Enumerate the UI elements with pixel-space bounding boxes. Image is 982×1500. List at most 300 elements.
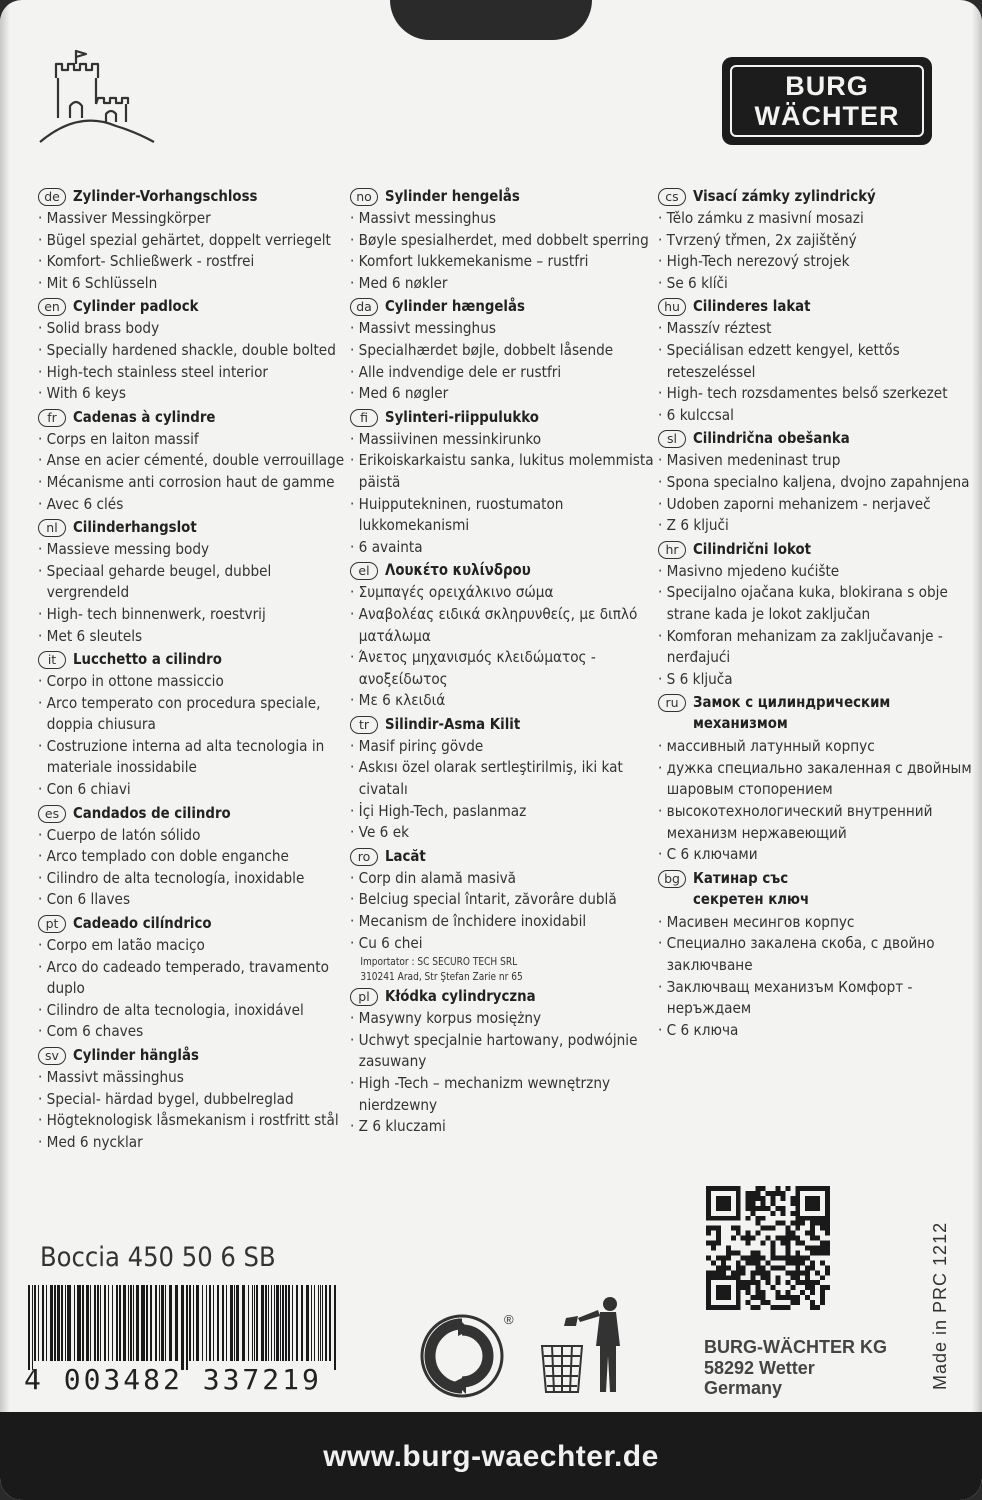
qr-module [721, 1270, 726, 1275]
qr-module [770, 1226, 775, 1231]
language-code-badge: de [38, 188, 66, 206]
qr-module [751, 1260, 756, 1265]
feature-item: · Askısı özel olarak sertleştirilmiş, iki kat civatalı [350, 757, 657, 800]
section-header [350, 407, 650, 429]
feature-item: · High -Tech – mechanizm wewnętrzny nierdzewny [350, 1073, 657, 1116]
feature-item: · Με 6 κλειδιά [350, 690, 657, 712]
qr-module [711, 1226, 716, 1231]
feature-item: · High- tech binnenwerk, roestvrij [38, 604, 345, 626]
feature-item: · Corpo em latão maciço [38, 935, 345, 957]
qr-module [706, 1191, 711, 1196]
barcode-bar [169, 1285, 172, 1361]
barcode-bar [175, 1285, 178, 1361]
feature-item: · Mecanism de închidere inoxidabil [350, 911, 657, 933]
qr-module [825, 1201, 830, 1206]
feature-item: · Cilindro de alta tecnología, inoxidable [38, 868, 345, 890]
qr-module [780, 1211, 785, 1216]
qr-module [785, 1270, 790, 1275]
section-title: Cilinderhangslot [73, 518, 197, 537]
brand-logo [722, 57, 932, 145]
qr-module [756, 1285, 761, 1290]
section-title: Cilindrična obešanka [693, 429, 850, 448]
feature-item: · Avec 6 clés [38, 494, 345, 516]
feature-item: · Corps en laiton massif [38, 429, 345, 451]
barcode-bar [320, 1285, 321, 1361]
qr-module [815, 1236, 820, 1241]
qr-module [795, 1241, 800, 1246]
qr-module [800, 1260, 805, 1265]
language-section-da [350, 296, 650, 404]
qr-module [756, 1221, 761, 1226]
qr-module [820, 1285, 825, 1290]
qr-module [810, 1226, 815, 1231]
qr-module [815, 1305, 820, 1310]
qr-module [815, 1216, 820, 1221]
importer-line: 310241 Arad, Str Ştefan Zarie nr 65 [360, 971, 523, 984]
barcode-bar [306, 1285, 309, 1361]
barcode-bar [265, 1285, 267, 1361]
section-header [350, 296, 650, 318]
qr-module [721, 1216, 726, 1221]
feature-item: · Masszív réztest [658, 318, 975, 340]
qr-module [800, 1216, 805, 1221]
barcode-bar [123, 1285, 126, 1361]
qr-module [746, 1231, 751, 1236]
qr-module [741, 1255, 746, 1260]
barcode-bar [222, 1285, 224, 1361]
qr-module [746, 1280, 751, 1285]
qr-module [746, 1191, 751, 1196]
qr-module [785, 1260, 790, 1265]
qr-module [721, 1201, 726, 1206]
qr-module [790, 1260, 795, 1265]
feature-item: · Αναβολέας ειδικά σκληρυνθείς, με διπλό ματάλωμα [350, 604, 657, 647]
section-header [658, 868, 968, 912]
qr-module [810, 1206, 815, 1211]
section-header [350, 714, 650, 736]
qr-module [815, 1221, 820, 1226]
qr-module [810, 1285, 815, 1290]
qr-module [756, 1260, 761, 1265]
qr-module [766, 1236, 771, 1241]
qr-module [766, 1270, 771, 1275]
feature-item: · Masivno mjedeno kućište [658, 561, 975, 583]
barcode-bar [38, 1285, 39, 1361]
qr-module [761, 1295, 766, 1300]
barcode-bar [65, 1285, 66, 1361]
barcode-bar [271, 1285, 272, 1361]
qr-module [780, 1255, 785, 1260]
qr-module [810, 1250, 815, 1255]
qr-module [726, 1290, 731, 1295]
section-title: Cilindrični lokot [693, 539, 812, 558]
qr-module [805, 1285, 810, 1290]
qr-module [815, 1206, 820, 1211]
section-header [350, 560, 650, 582]
qr-module [716, 1201, 721, 1206]
qr-module [820, 1295, 825, 1300]
qr-module [751, 1206, 756, 1211]
feature-item: · With 6 keys [38, 383, 345, 405]
registered-mark: ® [504, 1312, 514, 1327]
section-title: Cylinder hänglås [73, 1046, 199, 1064]
section-header [350, 846, 650, 868]
feature-list [38, 429, 345, 515]
barcode-bar [141, 1285, 145, 1361]
section-header [658, 296, 968, 318]
qr-module [706, 1186, 711, 1191]
barcode-bar [150, 1285, 152, 1361]
feature-item: · Massivt messinghus [350, 318, 657, 340]
qr-module [825, 1231, 830, 1236]
qr-module [731, 1275, 736, 1280]
feature-item: · Med 6 nøgler [350, 383, 657, 405]
green-dot-recycling-icon [418, 1312, 506, 1400]
qr-module [711, 1186, 716, 1191]
language-section-cs [658, 186, 968, 294]
feature-item: · Massivt mässinghus [38, 1067, 345, 1089]
qr-module [775, 1290, 780, 1295]
qr-module [795, 1236, 800, 1241]
section-header [38, 296, 338, 318]
barcode-bar [108, 1285, 109, 1361]
section-title: Λουκέτο κυλίνδρου [385, 561, 531, 580]
section-title: Cadeado cilíndrico [73, 914, 212, 933]
qr-module [716, 1241, 721, 1246]
qr-module [711, 1241, 716, 1246]
qr-module [790, 1231, 795, 1236]
qr-module [815, 1250, 820, 1255]
qr-module [766, 1300, 771, 1305]
qr-module [795, 1260, 800, 1265]
qr-module [775, 1265, 780, 1270]
language-code-badge: el [350, 562, 378, 580]
qr-module [716, 1290, 721, 1295]
language-code-badge: es [38, 805, 66, 823]
qr-module [716, 1206, 721, 1211]
barcode-bar [42, 1285, 44, 1361]
qr-module [780, 1191, 785, 1196]
barcode-bar [46, 1285, 47, 1361]
feature-item: · Con 6 llaves [38, 889, 345, 911]
feature-item: · Komfort- Schließwerk - rostfrei [38, 251, 345, 273]
feature-item: · Huipputekninen, ruostumaton lukkomekanismi [350, 494, 657, 537]
qr-module [795, 1265, 800, 1270]
barcode-bar [74, 1285, 75, 1361]
barcode-bar [186, 1285, 188, 1370]
qr-module [726, 1275, 731, 1280]
barcode-bar [261, 1285, 264, 1361]
language-code-badge: no [350, 188, 378, 206]
qr-module [795, 1226, 800, 1231]
qr-module [721, 1206, 726, 1211]
feature-item: · Con 6 chiavi [38, 779, 345, 801]
feature-item: · Special- härdad bygel, dubbelreglad [38, 1089, 345, 1111]
qr-module [736, 1300, 741, 1305]
qr-module [726, 1246, 731, 1251]
qr-module [706, 1275, 711, 1280]
barcode-bar [159, 1285, 160, 1361]
qr-module [726, 1305, 731, 1310]
qr-module [825, 1226, 830, 1231]
qr-module [820, 1221, 825, 1226]
qr-module [795, 1201, 800, 1206]
qr-module [711, 1216, 716, 1221]
section-header [38, 186, 338, 208]
qr-module [746, 1236, 751, 1241]
barcode-bar [133, 1285, 134, 1361]
qr-module [716, 1255, 721, 1260]
feature-list [350, 1008, 650, 1138]
qr-module [726, 1250, 731, 1255]
language-section-en [38, 296, 338, 404]
feature-item: · Masiven medeninast trup [658, 450, 975, 472]
qr-module [820, 1216, 825, 1221]
feature-item: · Bügel spezial gehärtet, doppelt verriegelt [38, 230, 345, 252]
qr-module [706, 1290, 711, 1295]
qr-module [716, 1285, 721, 1290]
feature-item: · Med 6 nycklar [38, 1132, 345, 1154]
section-title: Cilinderes lakat [693, 297, 811, 316]
feature-item: · Specijalno ojačana kuka, blokirana s obje strane kada je lokot zaključan [658, 582, 975, 625]
barcode-bar [181, 1285, 184, 1370]
website-link[interactable]: www.burg-waechter.de [323, 1440, 659, 1473]
qr-module [731, 1216, 736, 1221]
qr-module [736, 1285, 741, 1290]
section-header [38, 649, 338, 671]
section-title: Катинар със секретен ключ [693, 868, 810, 908]
qr-module [746, 1255, 751, 1260]
qr-module [795, 1186, 800, 1191]
qr-module [825, 1216, 830, 1221]
qr-module [780, 1305, 785, 1310]
barcode-bar [206, 1285, 207, 1361]
barcode-bar [329, 1285, 331, 1361]
barcode-bar [282, 1285, 284, 1361]
feature-item: · Solid brass body [38, 318, 345, 340]
barcode-bar [285, 1285, 287, 1361]
qr-module [815, 1196, 820, 1201]
barcode-bar [288, 1285, 290, 1361]
qr-module [706, 1206, 711, 1211]
qr-module [736, 1295, 741, 1300]
qr-module [780, 1206, 785, 1211]
qr-module [825, 1191, 830, 1196]
qr-module [761, 1201, 766, 1206]
feature-item: · 6 kulccsal [658, 405, 975, 427]
feature-item: · Costruzione interna ad alta tecnologia in materiale inossidabile [38, 736, 345, 779]
qr-module [736, 1290, 741, 1295]
qr-module [785, 1295, 790, 1300]
qr-module [770, 1196, 775, 1201]
qr-module [795, 1196, 800, 1201]
barcode-bar [104, 1285, 106, 1361]
qr-module [716, 1226, 721, 1231]
feature-item: · Ve 6 ek [350, 822, 657, 844]
qr-module [790, 1196, 795, 1201]
barcode-bar [318, 1285, 319, 1361]
qr-module [770, 1265, 775, 1270]
qr-module [810, 1280, 815, 1285]
feature-item: · Bøyle spesialherdet, med dobbelt sperring [350, 230, 657, 252]
qr-module [770, 1285, 775, 1290]
section-header [658, 428, 968, 450]
qr-module [825, 1265, 830, 1270]
qr-module [726, 1255, 731, 1260]
qr-module [805, 1295, 810, 1300]
section-title: Cylinder hængelås [385, 297, 525, 316]
qr-module [756, 1255, 761, 1260]
qr-module [820, 1300, 825, 1305]
language-section-sl [658, 428, 968, 536]
qr-module [751, 1191, 756, 1196]
language-code-badge: en [38, 298, 66, 316]
qr-module [716, 1231, 721, 1236]
section-header [350, 986, 650, 1008]
feature-item: · Cuerpo de latón sólido [38, 825, 345, 847]
qr-code [706, 1186, 830, 1310]
qr-module [706, 1280, 711, 1285]
qr-module [785, 1241, 790, 1246]
qr-module [726, 1196, 731, 1201]
language-section-tr [350, 714, 650, 844]
qr-module [790, 1300, 795, 1305]
language-code-badge: ru [658, 694, 686, 712]
feature-list [350, 582, 650, 712]
language-column-1 [38, 186, 345, 1155]
feature-list [38, 825, 338, 911]
qr-module [820, 1290, 825, 1295]
language-code-badge: it [38, 651, 66, 669]
qr-module [746, 1300, 751, 1305]
feature-item: · Uchwyt specjalnie hartowany, podwójnie zasuwany [350, 1030, 657, 1073]
card-edge-left [0, 0, 10, 1500]
qr-module [716, 1305, 721, 1310]
feature-item: · Z 6 ključi [658, 515, 975, 537]
company-address [704, 1337, 887, 1399]
qr-module [780, 1265, 785, 1270]
qr-module [736, 1275, 741, 1280]
barcode-bar [77, 1285, 81, 1361]
barcode-bar [50, 1285, 53, 1361]
qr-module [785, 1246, 790, 1251]
brand-line-2: WÄCHTER [754, 101, 900, 131]
feature-list [658, 318, 968, 426]
barcode-bar [54, 1285, 56, 1361]
qr-module [780, 1241, 785, 1246]
feature-list [658, 208, 968, 294]
section-title: Cadenas à cylindre [73, 407, 216, 426]
section-header [658, 692, 968, 736]
qr-module [800, 1290, 805, 1295]
qr-module [795, 1295, 800, 1300]
qr-module [825, 1186, 830, 1191]
qr-module [775, 1275, 780, 1280]
language-code-badge: hu [658, 298, 686, 316]
qr-module [780, 1236, 785, 1241]
qr-module [761, 1270, 766, 1275]
feature-item: · Заключващ механизъм Комфорт - неръждаем [658, 977, 975, 1020]
qr-module [825, 1221, 830, 1226]
qr-module [810, 1290, 815, 1295]
qr-module [706, 1211, 711, 1216]
feature-item: · 6 avainta [350, 537, 657, 559]
section-header [658, 539, 968, 561]
qr-module [825, 1211, 830, 1216]
qr-module [751, 1211, 756, 1216]
feature-item: · Άνετος μηχανισμός κλειδώματος - ανοξείδωτος [350, 647, 657, 690]
section-title: Visací zámky zylindrický [693, 187, 876, 205]
qr-module [790, 1270, 795, 1275]
qr-module [761, 1290, 766, 1295]
qr-module [751, 1270, 756, 1275]
qr-module [775, 1280, 780, 1285]
qr-module [731, 1226, 736, 1231]
qr-module [721, 1295, 726, 1300]
feature-item: · Arco templado con doble enganche [38, 846, 345, 868]
qr-module [756, 1191, 761, 1196]
section-header [38, 913, 338, 935]
qr-module [770, 1246, 775, 1251]
barcode-bar [202, 1285, 203, 1361]
qr-module [731, 1270, 736, 1275]
barcode-bar [86, 1285, 89, 1361]
barcode-bar [82, 1285, 84, 1361]
qr-module [805, 1265, 810, 1270]
qr-module [790, 1201, 795, 1206]
barcode-bar [189, 1285, 191, 1361]
qr-module [736, 1216, 741, 1221]
qr-module [706, 1255, 711, 1260]
qr-module [766, 1191, 771, 1196]
qr-module [810, 1216, 815, 1221]
qr-module [770, 1250, 775, 1255]
qr-module [746, 1196, 751, 1201]
language-section-no [350, 186, 650, 294]
language-code-badge: fr [38, 409, 66, 427]
qr-module [805, 1201, 810, 1206]
qr-module [825, 1241, 830, 1246]
feature-list [350, 318, 650, 404]
qr-module [785, 1255, 790, 1260]
language-section-pt [38, 913, 338, 1043]
qr-module [795, 1270, 800, 1275]
qr-module [721, 1290, 726, 1295]
qr-module [795, 1275, 800, 1280]
qr-module [810, 1186, 815, 1191]
qr-module [721, 1255, 726, 1260]
barcode-bar [112, 1285, 113, 1361]
qr-module [726, 1216, 731, 1221]
qr-module [766, 1275, 771, 1280]
language-code-badge: sv [38, 1047, 66, 1065]
qr-module [780, 1221, 785, 1226]
qr-module [756, 1196, 761, 1201]
barcode-bar [248, 1285, 249, 1361]
qr-module [770, 1305, 775, 1310]
feature-item: · Arco temperato con procedura speciale, doppia chiusura [38, 693, 345, 736]
qr-module [706, 1201, 711, 1206]
feature-item: · Masif pirinç gövde [350, 736, 657, 758]
section-title: Zylinder-Vorhangschloss [73, 187, 258, 205]
qr-module [775, 1191, 780, 1196]
barcode-bar [57, 1285, 60, 1361]
qr-module [795, 1206, 800, 1211]
section-title: Sylinder hengelås [385, 187, 520, 205]
language-section-pl [350, 986, 650, 1138]
language-code-badge: pt [38, 915, 66, 933]
feature-item: · Massieve messing body [38, 539, 345, 561]
